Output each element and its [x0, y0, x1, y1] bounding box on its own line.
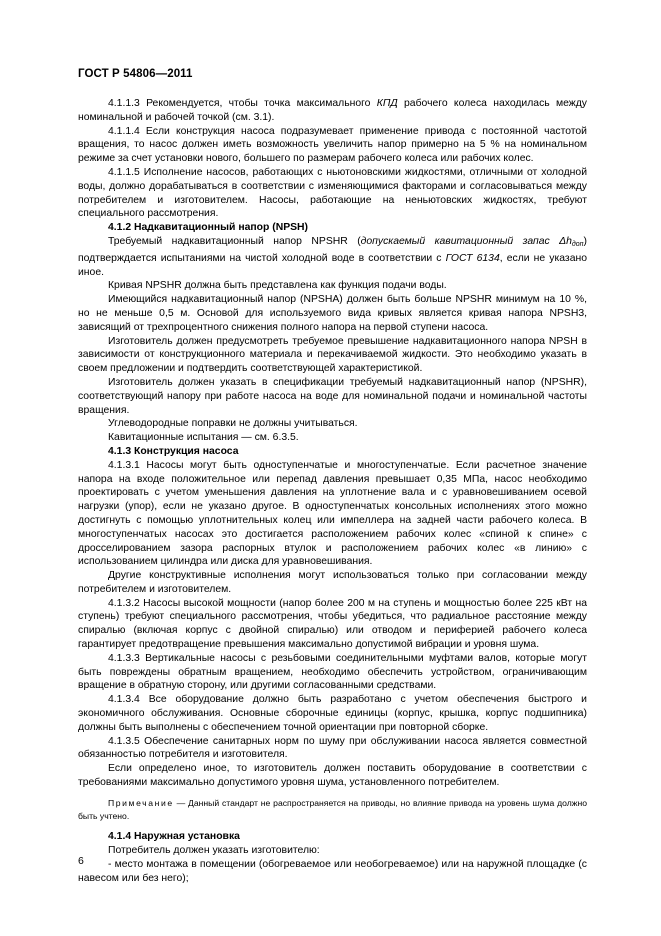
paragraph-npshr-required: Требуемый надкавитационный напор NPSHR (допускаемый кавитационный запас $\Delta h_{доп}$) подтверждается испытаниями на чистой холодной воде в соответствии с ГОСТ 6134, если не указано иное.	[78, 235, 587, 278]
note-label: Примечание	[108, 797, 174, 808]
paragraph-npshr-curve: Кривая NPSHR должна быть представлена как функция подачи воды.	[108, 280, 447, 292]
paragraph-hydrocarbon: Углеводородные поправки не должны учитываться.	[108, 418, 358, 430]
paragraph-4-1-3-5: 4.1.3.5 Обеспечение санитарных норм по шуму при обслуживании насоса является совместной обязанностью потребителя и изготовителя.	[78, 735, 587, 761]
document-body	[78, 97, 587, 885]
note-text: — Данный стандарт не распространяется на приводы, но влияние привода на уровень шума должно быть учтено.	[78, 797, 587, 822]
paragraph-4-1-3-2: 4.1.3.2 Насосы высокой мощности (напор более 200 м на ступень и мощностью более 225 кВт на ступень) требуют специального рассмотрения, чтобы убедиться, что радиальное расстояние между спиралью (включая корпус с двойной спиралью) или отводом и периферией рабочего колеса гарантирует предотвращение превышения максимально допустимой вибрации и уровня шума.	[78, 597, 587, 651]
paragraph-4-1-1-3: 4.1.1.3 Рекомендуется, чтобы точка максимального КПД рабочего колеса находилась между номинальной и рабочей точкой (см. 3.1).	[78, 98, 587, 123]
list-item-installation-place: - место монтажа в помещении (обогреваемое или необогреваемое) или на наружной площадке (с навесом или без него);	[78, 858, 587, 884]
paragraph-consumer-specify: Потребитель должен указать изготовителю:	[108, 845, 320, 857]
paragraph-4-1-3-3: 4.1.3.3 Вертикальные насосы с резьбовыми соединительными муфтами валов, которые могут быть повреждены обратным вращением, необходимо обеспечить устройством, ограничивающим вращение в обратную сторону, или другими согласованными средствами.	[78, 652, 587, 692]
paragraph-4-1-1-4: 4.1.1.4 Если конструкция насоса подразумевает применение привода с постоянной частотой вращения, то насос должен иметь возможность увеличить напор примерно на 5 % на номинальном режиме за счет установки нового, большего по размерам рабочего колеса или рабочих колес.	[78, 125, 587, 165]
heading-4-1-3: 4.1.3 Конструкция насоса	[108, 445, 239, 457]
heading-4-1-4: 4.1.4 Наружная установка	[108, 831, 240, 843]
paragraph-npsha: Имеющийся надкавитационный напор (NPSHA) должен быть больше NPSHR минимум на 10 %, но не меньше 0,5 м. Основой для используемого вида кривых является кривая напора NPSH3, зависящий от трехпроцентного снижения полного напора на первой ступени насоса.	[78, 294, 587, 333]
note	[78, 797, 587, 823]
paragraph-noise-requirements: Если определено иное, то изготовитель должен поставить оборудование в соответствии с требованиями максимально допустимого уровня шума, установленного потребителем.	[78, 763, 587, 789]
page-header-title: ГОСТ Р 54806—2011	[78, 68, 193, 80]
paragraph-4-1-3-4: 4.1.3.4 Все оборудование должно быть разработано с учетом обеспечения быстрого и экономичного обслуживания. Основные сборочные единицы (корпус, крышка, корпус подшипника) должны быть выполнены с обеспечением точной ориентации при повторной сборке.	[78, 694, 587, 733]
paragraph-4-1-1-5: 4.1.1.5 Исполнение насосов, работающих с ньютоновскими жидкостями, отличными от холодной воды, должно дорабатываться в соответствии с изменяющимися факторами и согласовываться между потребителем и изготовителем. Насосы, работающие на неньютовских жидкостях, требуют специального рассмотрения.	[78, 166, 587, 220]
paragraph-cavitation-tests: Кавитационные испытания — см. 6.3.5.	[108, 432, 299, 444]
page-number: 6	[78, 855, 84, 867]
paragraph-4-1-3-1: 4.1.3.1 Насосы могут быть одноступенчатые и многоступенчатые. Если расчетное значение напора на входе положительное или перепад давления превышает 0,35 МПа, насос необходимо проектировать с учетом уменьшения давления на уплотнение вала и с уравновешиванием осевой нагрузки (упор), если не указано другое. В одноступенчатых консольных исполнениях этого можно достигнуть с помощью уплотнительных колец или импеллера на задней части рабочего колеса. В многоступенчатых насосах это достигается расположением рабочих колес «спиной к спине» с дросселированием зазора распорных втулок и расположением рабочих колес «в линию» с использованием цилиндра или диска для уравновешивания.	[78, 459, 587, 568]
paragraph-npsh-margin: Изготовитель должен предусмотреть требуемое превышение надкавитационного напора NPSH в зависимости от конструкционного материала и перекачиваемой жидкости. Это необходимо указать в своем предложении и подтвердить соответствующей характеристикой.	[78, 335, 587, 375]
paragraph-other-designs: Другие конструктивные исполнения могут использоваться только при согласовании между потребителем и изготовителем.	[78, 570, 587, 595]
paragraph-npshr-spec: Изготовитель должен указать в спецификации требуемый надкавитационный напор (NPSHR), соответствующий напору при работе насоса на воде для номинальной подачи и номинальной частоты вращения.	[78, 376, 587, 416]
heading-4-1-2: 4.1.2 Надкавитационный напор (NPSH)	[108, 222, 309, 234]
